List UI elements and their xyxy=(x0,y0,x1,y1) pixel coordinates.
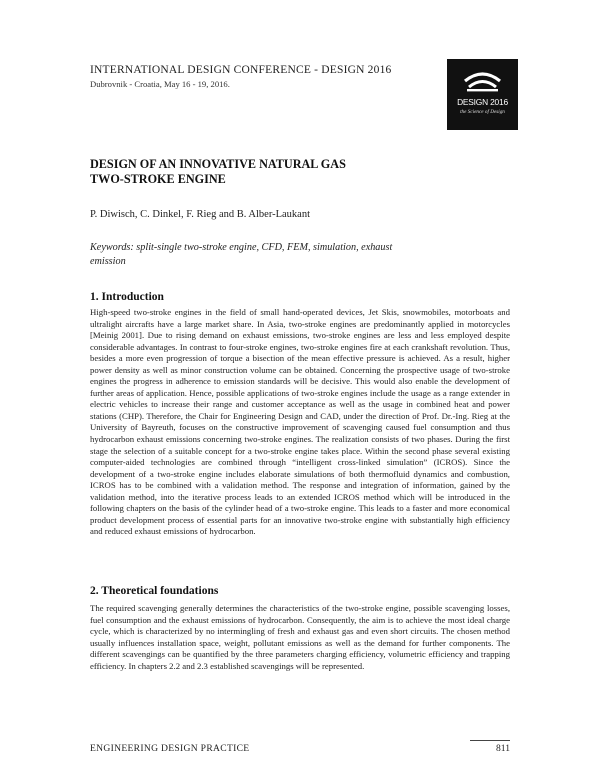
running-title: ENGINEERING DESIGN PRACTICE xyxy=(90,743,250,754)
paper-title-line-2: TWO-STROKE ENGINE xyxy=(90,172,226,186)
logo-name: DESIGN 2016 xyxy=(457,97,508,107)
keywords: Keywords: split-single two-stroke engine, CFD, FEM, simulation, exhaust emission xyxy=(90,242,393,267)
section-heading-theoretical-foundations: 2. Theoretical foundations xyxy=(90,585,219,597)
conference-location-dates: Dubrovnik - Croatia, May 16 - 19, 2016. xyxy=(90,79,230,89)
author-list: P. Diwisch, C. Dinkel, F. Rieg and B. Alber-Laukant xyxy=(90,209,311,220)
logo-arches-icon xyxy=(447,59,518,130)
section-body-introduction: High-speed two-stroke engines in the field of small hand-operated devices, Jet Skis, snowmobiles, motorboats and ultralight aircrafts have a large market share. In Asia, two-stroke engines are predominantly applied in motorcycles [Meinig 2001]. Due to rising demand on exhaust emissions, two-stroke engines are less and less employed despite considerable advantages. In contrast to four-stroke engines, two-stroke engines fire at each crankshaft revolution. Thus, besides a more even progression of torque a bisection of the mean effective pressure is achieved. As a result, higher power density as well as minor construction volume can be obtained. Concerning the prospective usage of two-stroke engines the progress in adherence to emission standards will be decisive. This would also enable the development of further areas of application. Hence, possible applications of two-stroke engines include the usage as a range extender in electric vehicles to increase their range and customer acceptance as well as the usage in combined heat and power stations (CHP). Therefore, the Chair for Engineering Design and CAD, under the direction of Prof. Dr.-Ing. Rieg at the University of Bayreuth, focuses on the constructive improvement of scavenging caused fuel consumption and thus hydrocarbon exhaust emissions concerning two-stroke engines. The realization consists of two phases. During the first stage the selection of a suitable concept for a two-stroke engine takes place. Within the second phase several existing computer-aided technologies are combined through “intelligent cross-linked simulation” (ICROS). Since the development of a two-stroke engine includes elaborate simulations of both thermofluid dynamics and combustion, ICROS has to be combined with a validation method. The response and integration of information, gained by the validation method, into the iterative process leads to an extended ICROS method which will be introduced in the following chapters on the basis of the cylinder head of a two-stroke engine. This leads to a faster and more economical product development process of essential parts for an innovative two-stroke engine with substantially high efficiency and reduced exhaust emissions of hydrocarbon. xyxy=(90,307,510,537)
section-body-theoretical-foundations: The required scavenging generally determines the characteristics of the two-stroke engine, possible scavenging losses, fuel consumption and the exhaust emissions of hydrocarbon. Consequently, the aim is to achieve the most ideal charge cycle, which is characterized by no intermingling of fresh and exhaust gas and even short circuits. The chosen method usually influences installation space, weight, pollutant emissions as well as the demand for further components. The different scavengings can be quantified by the three parameters charging efficiency, volumetric efficiency and trapping efficiency. In chapters 2.2 and 2.3 established scavengings will be represented. xyxy=(90,603,510,671)
footer-divider xyxy=(470,740,510,741)
section-heading-introduction: 1. Introduction xyxy=(90,291,164,303)
logo-tagline: the Science of Design xyxy=(460,109,505,115)
conference-title: INTERNATIONAL DESIGN CONFERENCE - DESIGN 2016 xyxy=(90,64,392,76)
design-2016-logo xyxy=(447,59,518,130)
page-number: 811 xyxy=(495,743,510,754)
paper-title xyxy=(90,157,420,187)
paper-title-line-1: DESIGN OF AN INNOVATIVE NATURAL GAS xyxy=(90,157,346,171)
